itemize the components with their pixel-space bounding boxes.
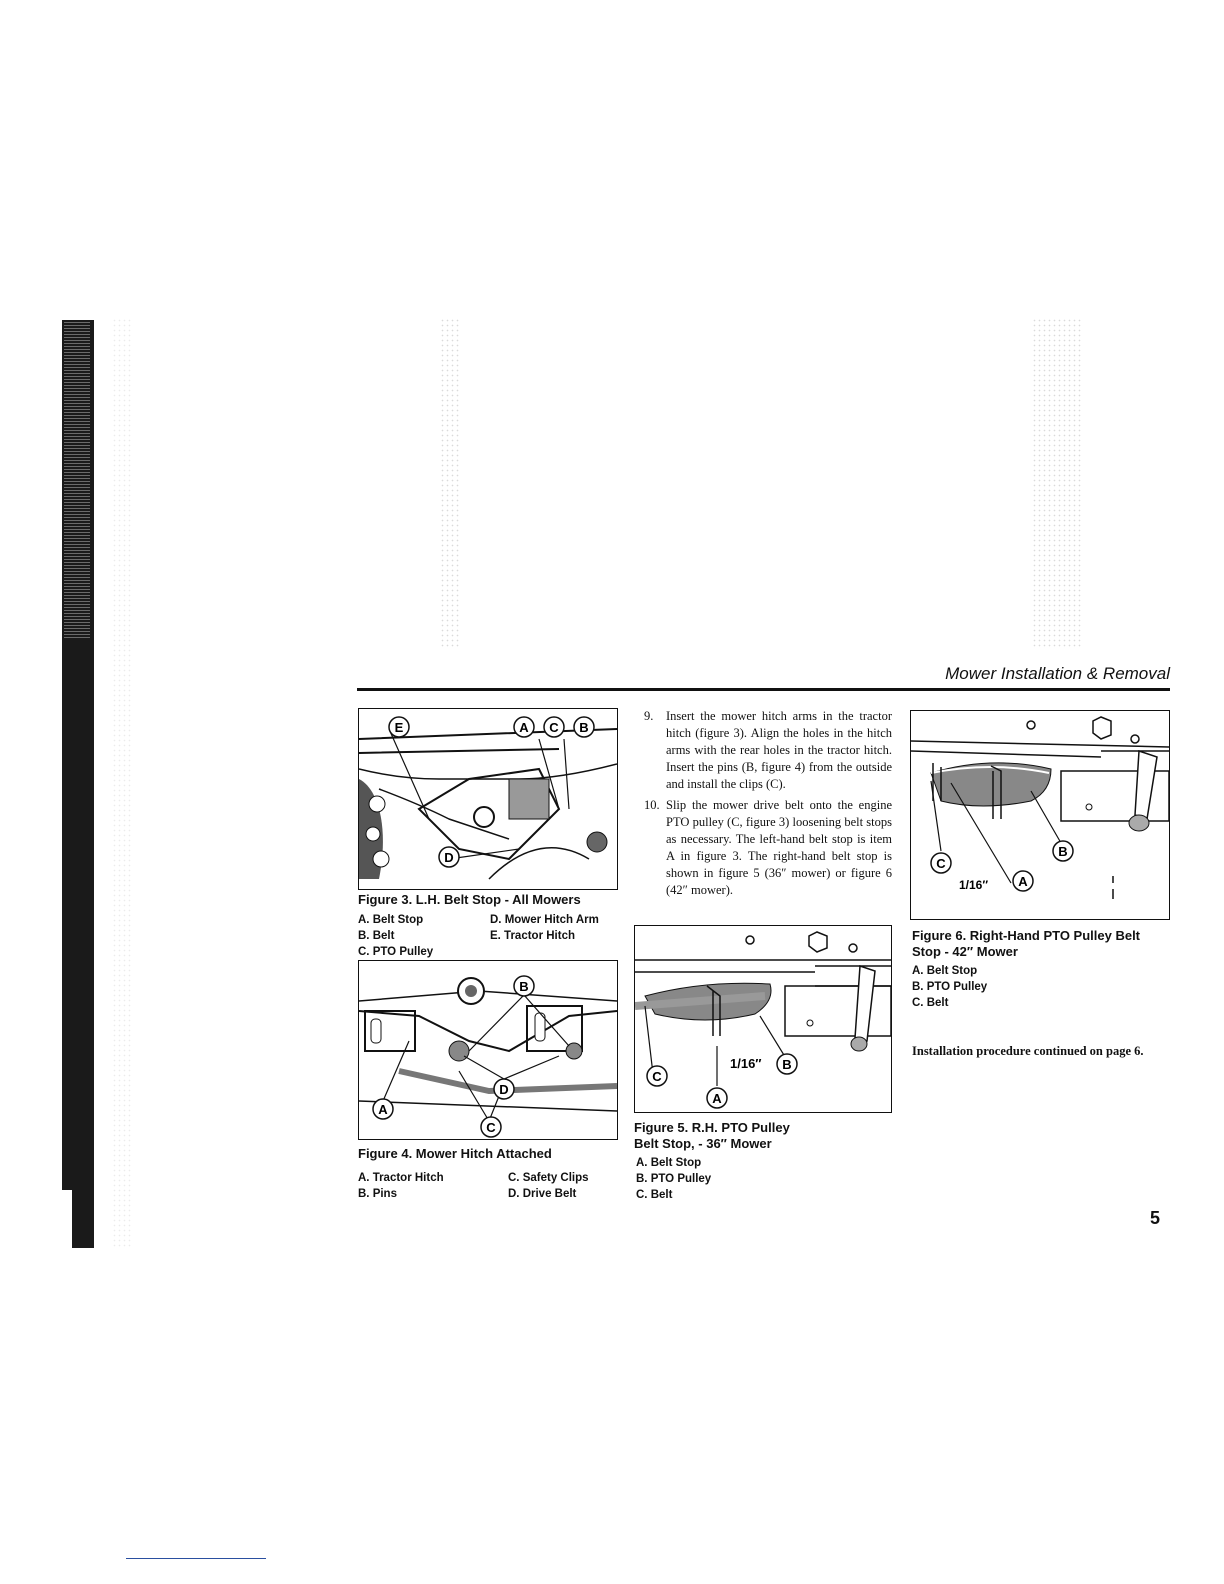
section-title: Mower Installation & Removal <box>945 664 1170 683</box>
figure-6-measure: 1/16″ <box>959 878 989 892</box>
figure-5-legend <box>636 1155 836 1203</box>
legend-item: B. PTO Pulley <box>636 1173 712 1185</box>
legend-item: D. Drive Belt <box>508 1188 577 1200</box>
figure-6-callout-a: A <box>1018 874 1028 889</box>
scan-speckle <box>440 318 460 648</box>
legend-item: C. Belt <box>912 997 949 1009</box>
figure-4-legend-right <box>508 1170 628 1202</box>
legend-item: B. Belt <box>358 930 395 942</box>
footer-rule <box>126 1558 266 1559</box>
legend-item: D. Mower Hitch Arm <box>490 914 599 926</box>
figure-3-callout-e: E <box>394 720 404 735</box>
step-9: 9. Insert the mower hitch arms in the tractor hitch (figure 3). Align the holes in the hitch arms with the rear holes in the tractor hitch. Insert the pins (B, figure 4) from the outside and install the clips (C). <box>644 709 892 791</box>
figure-5-measure: 1/16″ <box>730 1056 762 1071</box>
legend-item: B. Pins <box>358 1188 397 1200</box>
figure-6-callout-c: C <box>936 856 946 871</box>
figure-3-legend-right <box>490 912 620 944</box>
figure-6-illustration <box>910 710 1170 920</box>
instruction-steps <box>644 708 892 899</box>
figure-3-illustration <box>358 708 618 890</box>
figure-3-callout-b: B <box>579 720 589 735</box>
figure-5-caption: Figure 5. R.H. PTO Pulley Belt Stop, - 36″ Mower <box>634 1120 790 1151</box>
figure-4-illustration <box>358 960 618 1140</box>
figure-3-legend-left <box>358 912 488 960</box>
legend-item: E. Tractor Hitch <box>490 930 575 942</box>
scan-speckle <box>112 318 132 1248</box>
binding-edge <box>62 320 94 1248</box>
figure-3-callout-d: D <box>444 850 454 865</box>
continued-note: Installation procedure continued on page 6. <box>912 1044 1144 1058</box>
figure-5-callout-a: A <box>712 1091 722 1106</box>
figure-3-callout-a: A <box>519 720 529 735</box>
scan-speckle <box>1032 318 1082 648</box>
figure-5-callout-b: B <box>782 1057 792 1072</box>
binding-notch <box>62 1190 72 1248</box>
header-rule <box>357 688 1170 691</box>
legend-item: A. Belt Stop <box>358 914 424 926</box>
legend-item: A. Belt Stop <box>636 1157 702 1169</box>
legend-item: A. Tractor Hitch <box>358 1172 444 1184</box>
legend-item: B. PTO Pulley <box>912 981 988 993</box>
figure-4-callout-b: B <box>519 979 529 994</box>
legend-item: C. Safety Clips <box>508 1172 589 1184</box>
figure-6-legend <box>912 963 1112 1011</box>
figure-4-caption: Figure 4. Mower Hitch Attached <box>358 1146 552 1161</box>
figure-4-callout-c: C <box>486 1120 496 1135</box>
figure-6-callout-b: B <box>1058 844 1068 859</box>
figure-4-callout-a: A <box>378 1102 388 1117</box>
figure-4-callout-d: D <box>499 1082 509 1097</box>
figure-5-callout-c: C <box>652 1069 662 1084</box>
figure-5-illustration <box>634 925 892 1113</box>
figure-3-callout-c: C <box>549 720 559 735</box>
figure-6-caption: Figure 6. Right-Hand PTO Pulley Belt Stop - 42″ Mower <box>912 928 1141 959</box>
legend-item: C. PTO Pulley <box>358 946 434 958</box>
legend-item: C. Belt <box>636 1189 673 1201</box>
figure-4-legend-left <box>358 1170 498 1202</box>
page-number: 5 <box>1150 1208 1161 1228</box>
legend-item: A. Belt Stop <box>912 965 978 977</box>
step-10: 10. Slip the mower drive belt onto the engine PTO pulley (C, figure 3) loosening belt stops as necessary. The left-hand belt stop is item A in figure 3. The right-hand belt stop is shown in figure 5 (36″ mower) or figure 6 (42″ mower). <box>644 798 892 897</box>
figure-3-caption: Figure 3. L.H. Belt Stop - All Mowers <box>358 892 581 907</box>
